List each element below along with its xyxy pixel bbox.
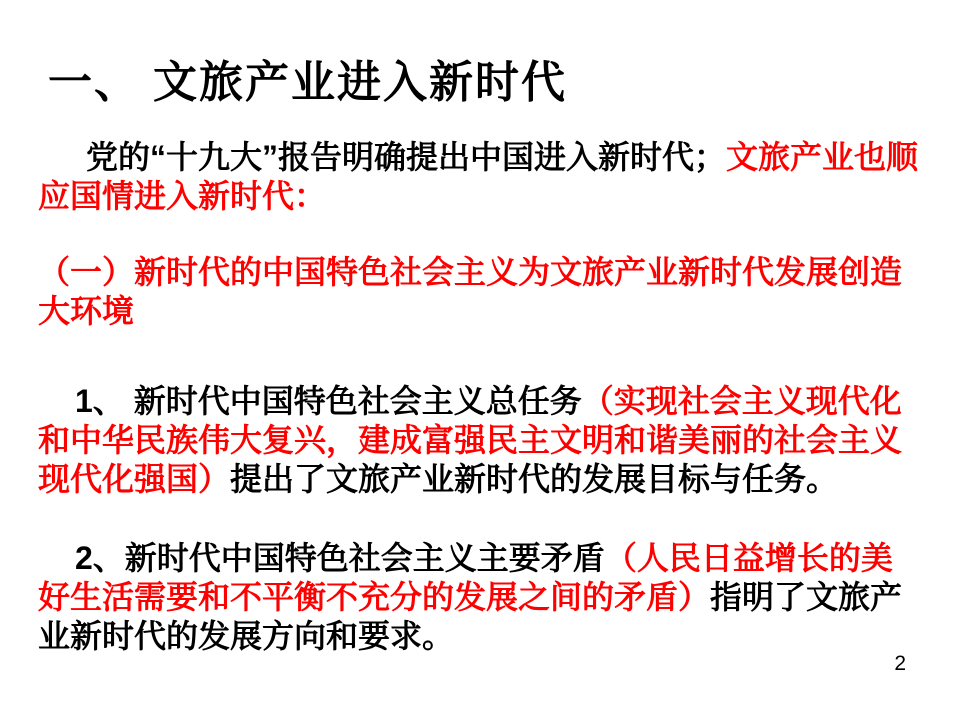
item-2-text-tail: 指明了文旅产业新时代的发展方向和要求。 xyxy=(38,579,903,654)
section-heading: （一）新时代的中国特色社会主义为文旅产业新时代发展创造大环境 xyxy=(38,254,903,329)
item-1-paragraph xyxy=(38,382,922,499)
item-1-text-parenthetical: （实现社会主义现代化和中华民族伟大复兴，建成富强民主文明和谐美丽的社会主义现代化强国） xyxy=(38,383,903,497)
slide-body xyxy=(38,138,922,656)
item-2-text-parenthetical: （人民日益增长的美好生活需要和不平衡不充分的发展之间的矛盾） xyxy=(38,540,893,615)
item-2-paragraph xyxy=(38,539,922,656)
item-1-text-lead: 1、 新时代中国特色社会主义总任务 xyxy=(75,383,582,419)
intro-text-black: 党的“十九大”报告明确提出中国进入新时代； xyxy=(86,139,727,175)
intro-text-red: 文旅产业也顺应国情进入新时代： xyxy=(38,139,919,214)
intro-paragraph xyxy=(38,138,922,216)
item-2-text-lead: 2、新时代中国特色社会主义主要矛盾 xyxy=(75,540,605,576)
item-1-text-tail: 提出了文旅产业新时代的发展目标与任务。 xyxy=(230,461,839,497)
page-number: 2 xyxy=(894,652,906,675)
slide-title: 一、 文旅产业进入新时代 xyxy=(48,58,567,108)
